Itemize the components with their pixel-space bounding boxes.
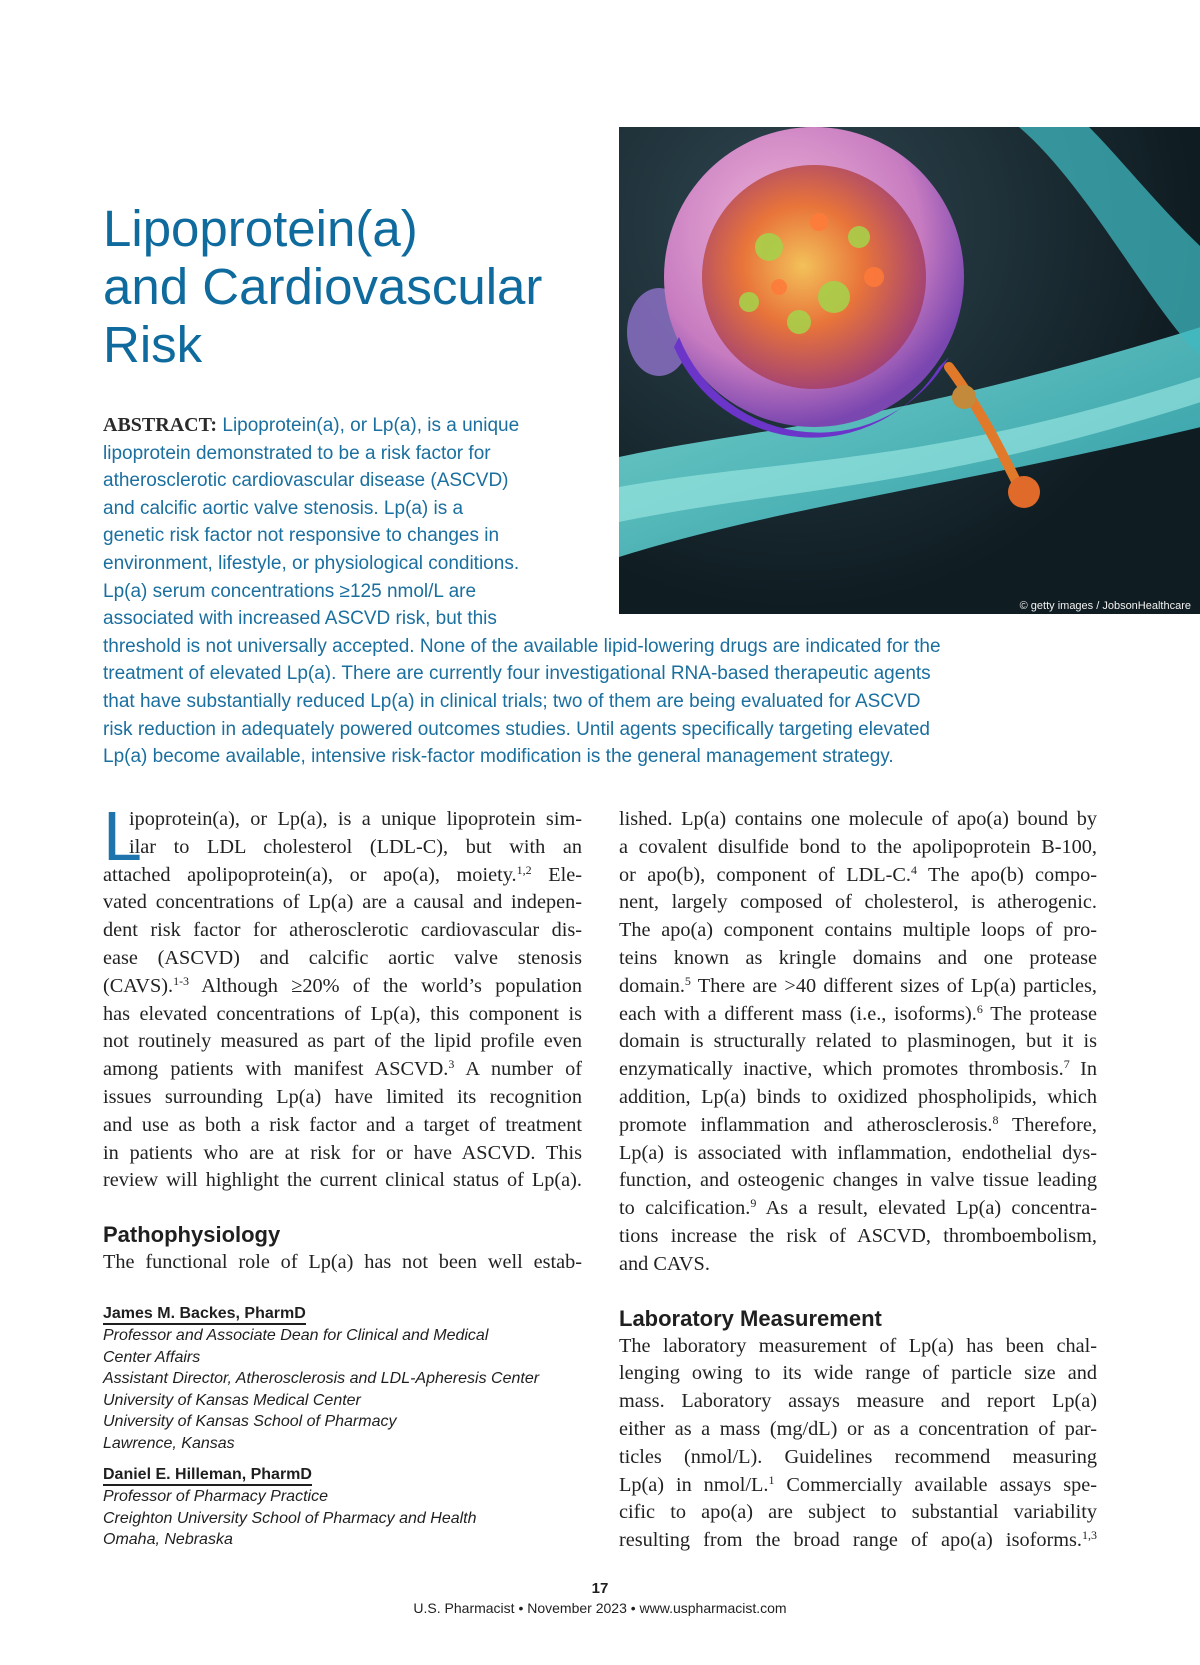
body-line: or apo(b), component of LDL-C.$^4$ The apo(b) compo- [619, 862, 1098, 886]
citation: 6 [976, 1001, 983, 1016]
article-title [103, 200, 623, 374]
body-line: tions increase the risk of ASCVD, thromboembolism, [619, 1224, 1097, 1247]
pathophysiology-paragraph [619, 806, 1097, 1279]
body-line: ticles (nmol/L). Guidelines recommend measuring [619, 1445, 1097, 1468]
body-line: nent, largely composed of cholesterol, is atherogenic. [619, 891, 1097, 914]
abstract-text: Lipoprotein(a), or Lp(a), is a unique [222, 415, 520, 436]
body-line: to calcification.$^9$ As a result, elevated Lp(a) concentra- [619, 1196, 1098, 1220]
citation: 3 [448, 1057, 455, 1072]
page-number: 17 [591, 1580, 609, 1597]
body-line: mass. Laboratory assays measure and report Lp(a) [619, 1390, 1097, 1413]
citation: 5 [684, 973, 691, 988]
body-line: The laboratory measurement of Lp(a) has been chal- [619, 1334, 1097, 1357]
title-line: and Cardiovascular [103, 258, 543, 315]
body-line: dent risk factor for atherosclerotic cardiovascular dis- [103, 919, 582, 942]
body-line: The apo(a) component contains multiple loops of pro- [619, 919, 1097, 942]
body-line: attached apolipoprotein(a), or apo(a), moiety.$^{1,2}$ Ele- [103, 862, 582, 886]
abstract-line: associated with increased ASCVD risk, but this [103, 608, 497, 630]
author-affiliation: Assistant Director, Atherosclerosis and LDL-Apheresis Center [103, 1370, 540, 1387]
body-line: and CAVS. [619, 1252, 710, 1275]
abstract-line: lipoprotein demonstrated to be a risk factor for [103, 442, 491, 464]
abstract-line: that have substantially reduced Lp(a) in clinical trials; two of them are being evaluated for ASCVD [103, 690, 921, 712]
body-column-right [619, 806, 1097, 1555]
body-line: a covalent disulfide bond to the apolipoprotein B-100, [619, 835, 1097, 858]
heading-pathophysiology: Pathophysiology [103, 1222, 281, 1248]
citation: 1,3 [1082, 1528, 1097, 1543]
body-line: ipoprotein(a), or Lp(a), is a unique lipoprotein sim- [129, 808, 582, 830]
body-line: The functional role of Lp(a) has not been well estab- [103, 1251, 582, 1274]
abstract-line: treatment of elevated Lp(a). There are currently four investigational RNA-based therapeutic agents [103, 663, 931, 685]
body-line: function, and osteogenic changes in valve tissue leading [619, 1169, 1097, 1192]
body-line: not routinely measured as part of the lipid profile even [103, 1030, 582, 1053]
body-line: Lp(a) is associated with inflammation, endothelial dys- [619, 1141, 1097, 1164]
body-line: vated concentrations of Lp(a) are a causal and indepen- [103, 891, 582, 914]
citation: 4 [910, 862, 917, 877]
body-line: addition, Lp(a) binds to oxidized phospholipids, which [619, 1085, 1097, 1108]
author-affiliation: Professor of Pharmacy Practice [103, 1488, 328, 1505]
intro-paragraph [103, 797, 583, 1195]
author-affiliation: Omaha, Nebraska [103, 1531, 233, 1548]
body-line: in patients who are at risk for or have ASCVD. This [103, 1141, 582, 1164]
abstract-line: atherosclerotic cardiovascular disease (ASCVD) [103, 470, 509, 492]
author-affiliation: Creighton University School of Pharmacy and Health [103, 1509, 477, 1527]
abstract-line: threshold is not universally accepted. None of the available lipid-lowering drugs are indicated for the [103, 635, 941, 657]
abstract-line [103, 412, 941, 440]
author-info-2 [103, 1465, 593, 1551]
abstract-label: ABSTRACT: [103, 414, 218, 436]
author-name: Daniel E. Hilleman, PharmD [103, 1465, 312, 1486]
abstract-line: and calcific aortic valve stenosis. Lp(a) is a [103, 497, 464, 519]
drop-cap: L [103, 797, 142, 875]
laboratory-paragraph [619, 1333, 1097, 1555]
body-line: has elevated concentrations of Lp(a), this component is [103, 1002, 582, 1025]
body-column-left [103, 797, 583, 1277]
body-line: among patients with manifest ASCVD.$^3$ A number of [103, 1057, 583, 1081]
body-line: ease (ASCVD) and calcific aortic valve stenosis [103, 946, 582, 969]
abstract-line: Lp(a) serum concentrations ≥125 nmol/L are [103, 580, 477, 602]
body-line: and use as both a risk factor and a target of treatment [103, 1113, 582, 1136]
citation: 7 [1063, 1057, 1070, 1072]
author-affiliation: University of Kansas School of Pharmacy [103, 1413, 397, 1430]
abstract-line: Lp(a) become available, intensive risk-factor modification is the general management strategy. [103, 746, 894, 768]
author-affiliation: Center Affairs [103, 1348, 201, 1366]
citation: 9 [750, 1196, 757, 1211]
body-line: each with a different mass (i.e., isoforms).$^6$ The protease [619, 1001, 1097, 1025]
body-line: cific to apo(a) are subject to substantial variability [619, 1501, 1097, 1524]
body-line: ilar to LDL cholesterol (LDL-C), but with an [129, 835, 582, 858]
body-line: lenging owing to its wide range of particle size and [619, 1362, 1097, 1385]
body-line: domain is structurally related to plasminogen, but it is [619, 1030, 1097, 1053]
image-credit: © getty images / JobsonHealthcare [1019, 600, 1191, 612]
body-line: domain.$^5$ There are >40 different sizes of Lp(a) particles, [619, 973, 1097, 997]
abstract-line: genetic risk factor not responsive to changes in [103, 525, 500, 547]
author-affiliation: University of Kansas Medical Center [103, 1391, 361, 1409]
body-line: promote inflammation and atherosclerosis.$^8$ Therefore, [619, 1112, 1097, 1136]
body-line: resulting from the broad range of apo(a) isoforms.$^{1,3}$ [619, 1528, 1097, 1552]
abstract [103, 412, 941, 771]
body-line: review will highlight the current clinical status of Lp(a). [103, 1169, 582, 1192]
abstract-line: environment, lifestyle, or physiological conditions. [103, 552, 520, 574]
footer-publication-info: U.S. Pharmacist • November 2023 • www.uspharmacist.com [413, 1600, 787, 1616]
body-line: enzymatically inactive, which promotes thrombosis.$^7$ In [619, 1057, 1097, 1081]
body-line: lished. Lp(a) contains one molecule of apo(a) bound by [619, 808, 1097, 830]
author-affiliation: Lawrence, Kansas [103, 1434, 235, 1452]
body-line: (CAVS).$^{1-3}$ Although ≥20% of the world’s population [103, 973, 582, 997]
citation: 1 [768, 1472, 775, 1487]
body-line: Lp(a) in nmol/L.$^1$ Commercially available assays spe- [619, 1472, 1098, 1496]
body-line: either as a mass (mg/dL) or as a concentration of par- [619, 1417, 1097, 1440]
author-affiliation: Professor and Associate Dean for Clinical and Medical [103, 1327, 489, 1344]
abstract-line: risk reduction in adequately powered outcomes studies. Until agents specifically targeting elevated [103, 718, 930, 740]
citation: 8 [992, 1112, 999, 1127]
citation: 1,2 [516, 862, 532, 877]
author-name: James M. Backes, PharmD [103, 1304, 306, 1325]
title-line: Risk [103, 316, 203, 373]
body-line: issues surrounding Lp(a) have limited its recognition [103, 1085, 582, 1108]
citation: 1-3 [173, 973, 190, 988]
title-line: Lipoprotein(a) [103, 200, 418, 257]
author-info-1 [103, 1304, 593, 1454]
heading-laboratory-measurement: Laboratory Measurement [619, 1305, 882, 1331]
body-line: teins known as kringle domains and one protease [619, 946, 1097, 969]
